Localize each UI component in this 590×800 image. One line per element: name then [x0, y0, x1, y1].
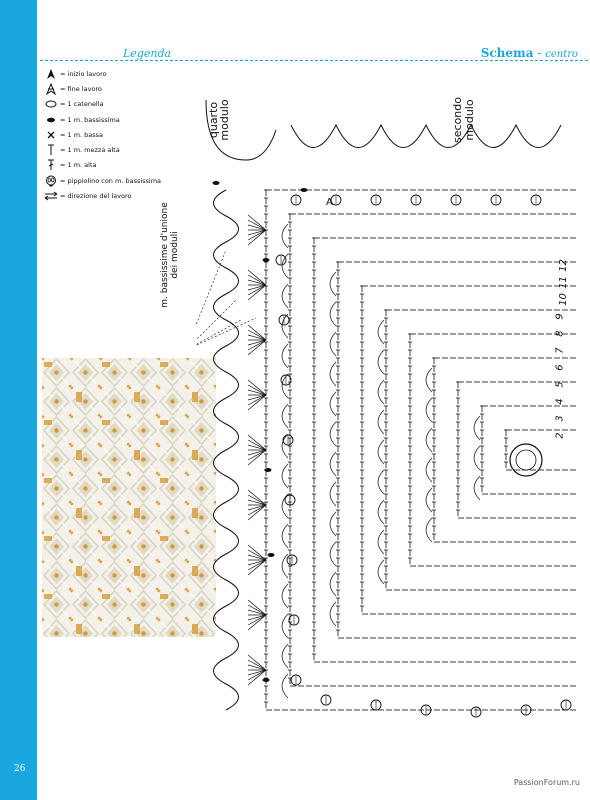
label-quarto-modulo: quarto modulo [207, 99, 231, 141]
legend-item: = pippiolino con m. bassissima [44, 173, 224, 188]
page-number: 26 [14, 764, 26, 774]
row-number: 8 [554, 330, 566, 337]
legend-item: = 1 m. alta [44, 158, 224, 173]
slip-stitch-icon [44, 114, 58, 126]
half-double-icon [44, 144, 58, 156]
row-number: 3 [554, 415, 566, 422]
row-number: 10 [557, 293, 569, 306]
row-number: 2 [554, 432, 566, 439]
row-number: 11 [557, 276, 569, 289]
schema-title-main: Schema [480, 46, 534, 60]
schema-title [481, 46, 578, 60]
legend-item: = 1 m. bassissima [44, 112, 224, 127]
legend-item: = 1 m. bassa [44, 127, 224, 142]
lace-photo [42, 358, 216, 637]
picot-icon [44, 175, 58, 187]
row-number: 9 [554, 313, 566, 320]
label-secondo-modulo: secondo modulo [451, 97, 476, 143]
start-marker: A [326, 197, 333, 208]
row-number: 12 [557, 259, 569, 272]
label-bassissime: m. bassissime d'unione dei moduli [160, 202, 180, 308]
watermark: PassionForum.ru [513, 778, 580, 787]
legend-title: Legenda [123, 47, 172, 60]
double-crochet-icon [44, 159, 58, 171]
direction-icon [44, 190, 58, 202]
header-rule [40, 60, 588, 61]
row-number: 7 [554, 347, 566, 354]
schema-title-sub: centro [545, 49, 578, 60]
row-number: 6 [554, 364, 566, 371]
crochet-diagram [196, 80, 586, 740]
start-icon [44, 68, 58, 80]
row-number: 4 [554, 398, 566, 405]
side-color-strip [0, 0, 37, 800]
legend-item: = direzione del lavoro [44, 188, 224, 203]
legend-item: = fine lavoro [44, 81, 224, 96]
schema-title-dash: - [537, 46, 546, 60]
end-icon [44, 83, 58, 95]
single-crochet-icon [44, 129, 58, 141]
legend-item: = inizio lavoro [44, 66, 224, 81]
row-number: 5 [554, 381, 566, 388]
chain-icon [44, 98, 58, 110]
legend-item: = 1 catenella [44, 97, 224, 112]
legend-item: = 1 m. mezza alta [44, 142, 224, 157]
